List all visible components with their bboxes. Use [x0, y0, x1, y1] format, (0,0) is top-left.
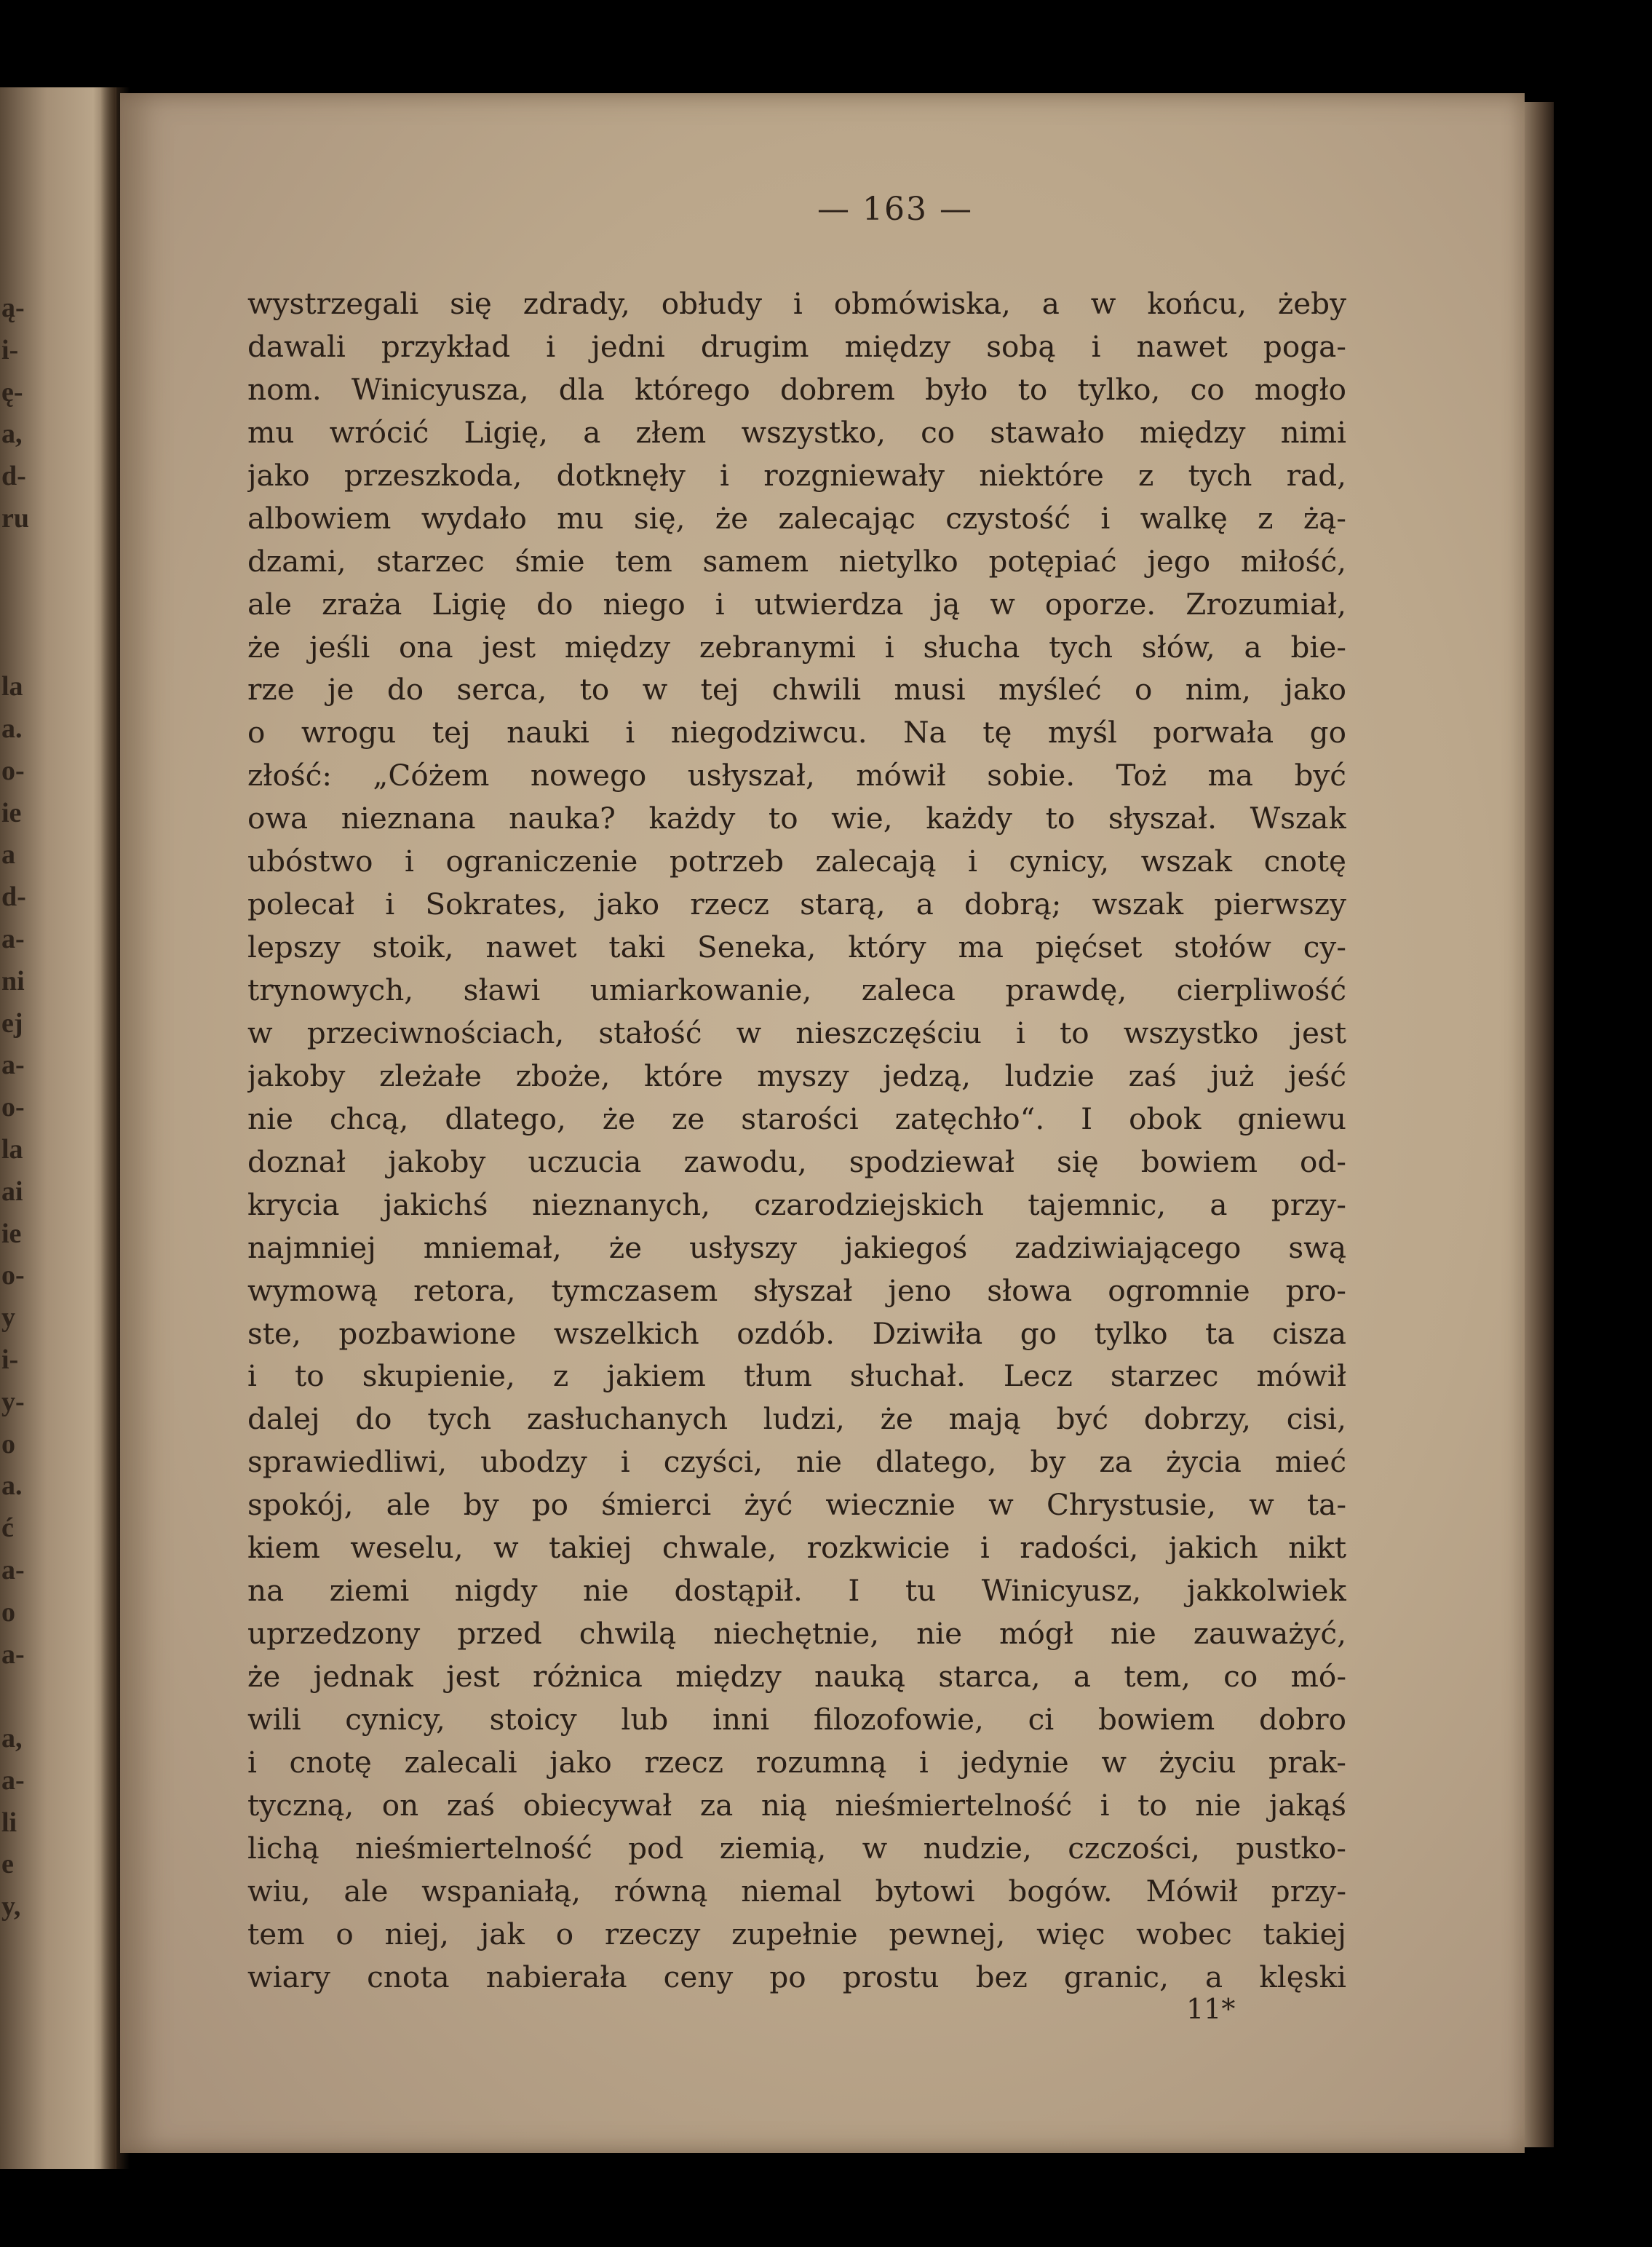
text-line: dalej do tych zasłuchanych ludzi, że mają być dobrzy, cisi, — [247, 1401, 1346, 1437]
previous-page-line-fragment: ć — [1, 1513, 14, 1544]
text-line: jakoby zleżałe zboże, które myszy jedzą, ludzie zaś już jeść — [247, 1058, 1346, 1093]
text-line: jako przeszkoda, dotknęły i rozgniewały niektóre z tych rad, — [247, 457, 1346, 493]
previous-page-line-fragment: y, — [1, 1891, 21, 1922]
previous-page-line-fragment: a- — [1, 1638, 25, 1670]
text-line: kiem weselu, w takiej chwale, rozkwicie i radości, jakich nikt — [247, 1530, 1346, 1566]
printer-signature-mark: 11* — [1186, 1993, 1236, 2025]
previous-page-line-fragment: o- — [1, 1260, 25, 1291]
previous-page-line-fragment: ie — [1, 1218, 22, 1249]
text-line: dzami, starzec śmie tem samem nietylko potępiać jego miłość, — [247, 543, 1346, 579]
previous-page-line-fragment — [1, 582, 60, 625]
text-line: polecał i Sokrates, jako rzecz starą, a dobrą; wszak pierwszy — [247, 887, 1346, 922]
text-line: owa nieznana nauka? każdy to wie, każdy to słyszał. Wszak — [247, 801, 1346, 836]
previous-page-text-fragments — [1, 288, 60, 1928]
text-line: krycia jakichś nieznanych, czarodziejskich tajemnic, a przy- — [247, 1186, 1346, 1222]
text-line: ale zraża Ligię do niego i utwierdza ją w oporze. Zrozumiał, — [247, 586, 1346, 622]
previous-page-line-fragment: d- — [1, 461, 26, 492]
previous-page-line-fragment: y — [1, 1302, 15, 1333]
previous-page-line-fragment: a — [1, 839, 15, 871]
previous-page-line-fragment: ej — [1, 1007, 23, 1039]
text-line: o wrogu tej nauki i niegodziwcu. Na tę myśl porwała go — [247, 715, 1346, 750]
text-line: tyczną, on zaś obiecywał za nią nieśmiertelność i to nie jakąś — [247, 1787, 1346, 1823]
text-line: ubóstwo i ograniczenie potrzeb zalecają i cynicy, wszak cnotę — [247, 844, 1346, 879]
text-line: złość: „Cóżem nowego usłyszał, mówił sobie. Toż ma być — [247, 758, 1346, 793]
text-line: i cnotę zalecali jako rzecz rozumną i jedynie w życiu prak- — [247, 1744, 1346, 1780]
previous-page-line-fragment: o- — [1, 1092, 25, 1123]
page-number-label: — 163 — — [817, 191, 973, 228]
text-line: tem o niej, jak o rzeczy zupełnie pewnej, więc wobec takiej — [247, 1916, 1346, 1951]
previous-page-line-fragment: a, — [1, 419, 23, 450]
text-line: wystrzegali się zdrady, obłudy i obmówiska, a w końcu, żeby — [247, 286, 1346, 321]
text-line: że jeśli ona jest między zebranymi i słucha tych słów, a bie- — [247, 629, 1346, 665]
text-line: dawali przykład i jedni drugim między sobą i nawet poga- — [247, 328, 1346, 364]
previous-page-line-fragment: ie — [1, 797, 22, 828]
previous-page-line-fragment: li — [1, 1807, 17, 1838]
previous-page-line-fragment: ai — [1, 1176, 23, 1207]
text-line: uprzedzony przed chwilą niechętnie, nie mógł nie zauważyć, — [247, 1616, 1346, 1652]
text-line: mu wrócić Ligię, a złem wszystko, co stawało między nimi — [247, 414, 1346, 450]
text-line: nie chcą, dlatego, że ze starości zatęchło“. I obok gniewu — [247, 1101, 1346, 1136]
text-line: w przeciwnościach, stałość w nieszczęściu i to wszystko jest — [247, 1015, 1346, 1050]
previous-page-line-fragment: ę- — [1, 376, 23, 408]
text-line: spokój, ale by po śmierci żyć wiecznie w Chrystusie, w ta- — [247, 1487, 1346, 1523]
text-line: lichą nieśmiertelność pod ziemią, w nudzie, czczości, pustko- — [247, 1830, 1346, 1866]
previous-page-line-fragment: i- — [1, 334, 19, 365]
text-line: lepszy stoik, nawet taki Seneka, który ma pięćset stołów cy- — [247, 930, 1346, 965]
page-edge-shadow — [1525, 102, 1554, 2147]
text-line: i to skupienie, z jakiem tłum słuchał. Lecz starzec mówił — [247, 1358, 1346, 1394]
previous-page-line-fragment: o — [1, 1596, 15, 1628]
previous-page-line-fragment: a- — [1, 1554, 25, 1585]
text-line: wili cynicy, stoicy lub inni filozofowie, ci bowiem dobro — [247, 1701, 1346, 1737]
text-line: ste, pozbawione wszelkich ozdób. Dziwiła go tylko ta cisza — [247, 1315, 1346, 1351]
text-line: wymową retora, tymczasem słyszał jeno słowa ogromnie pro- — [247, 1272, 1346, 1308]
previous-page-line-fragment: o — [1, 1428, 15, 1459]
previous-page-line-fragment: la — [1, 671, 23, 702]
text-line: że jednak jest różnica między nauką starca, a tem, co mó- — [247, 1659, 1346, 1694]
previous-page-line-fragment: ą- — [1, 293, 25, 323]
previous-page-line-fragment: e — [1, 1849, 14, 1880]
previous-page-line-fragment — [1, 540, 60, 582]
previous-page-line-fragment: a- — [1, 923, 25, 954]
text-line: doznał jakoby uczucia zawodu, spodziewał się bowiem od- — [247, 1144, 1346, 1179]
previous-page-line-fragment: a. — [1, 713, 23, 744]
previous-page-line-fragment: i- — [1, 1344, 19, 1375]
text-line: najmniej mniemał, że usłyszy jakiegoś zadziwiającego swą — [247, 1229, 1346, 1265]
text-line: wiary cnota nabierała ceny po prostu bez granic, a klęski — [247, 1959, 1346, 1994]
previous-page-line-fragment: la — [1, 1133, 23, 1165]
text-line: trynowych, sławi umiarkowanie, zaleca prawdę, cierpliwość — [247, 972, 1346, 1007]
previous-page-line-fragment: o- — [1, 755, 25, 786]
previous-page-line-fragment: a- — [1, 1764, 25, 1796]
previous-page-line-fragment: a, — [1, 1723, 23, 1754]
text-line: albowiem wydało mu się, że zalecając czystość i walkę z żą- — [247, 500, 1346, 536]
previous-page-line-fragment: a. — [1, 1470, 23, 1502]
text-line: nom. Winicyusza, dla którego dobrem było to tylko, co mogło — [247, 371, 1346, 407]
previous-page-line-fragment: a- — [1, 1050, 25, 1081]
previous-page-line-fragment: d- — [1, 881, 26, 913]
previous-page-line-fragment — [1, 1676, 60, 1718]
text-line: rze je do serca, to w tej chwili musi myśleć o nim, jako — [247, 672, 1346, 708]
text-line: na ziemi nigdy nie dostąpił. I tu Winicyusz, jakkolwiek — [247, 1573, 1346, 1609]
page-number — [0, 191, 1652, 228]
page-body-text — [247, 282, 1346, 1999]
previous-page-line-fragment: ni — [1, 965, 25, 996]
previous-page-line-fragment: y- — [1, 1386, 25, 1417]
text-line: sprawiedliwi, ubodzy i czyści, nie dlatego, by za życia mieć — [247, 1444, 1346, 1480]
previous-page-line-fragment — [1, 624, 60, 666]
previous-page-line-fragment: ru — [1, 502, 29, 534]
text-line: wiu, ale wspaniałą, równą niemal bytowi bogów. Mówił przy- — [247, 1873, 1346, 1909]
